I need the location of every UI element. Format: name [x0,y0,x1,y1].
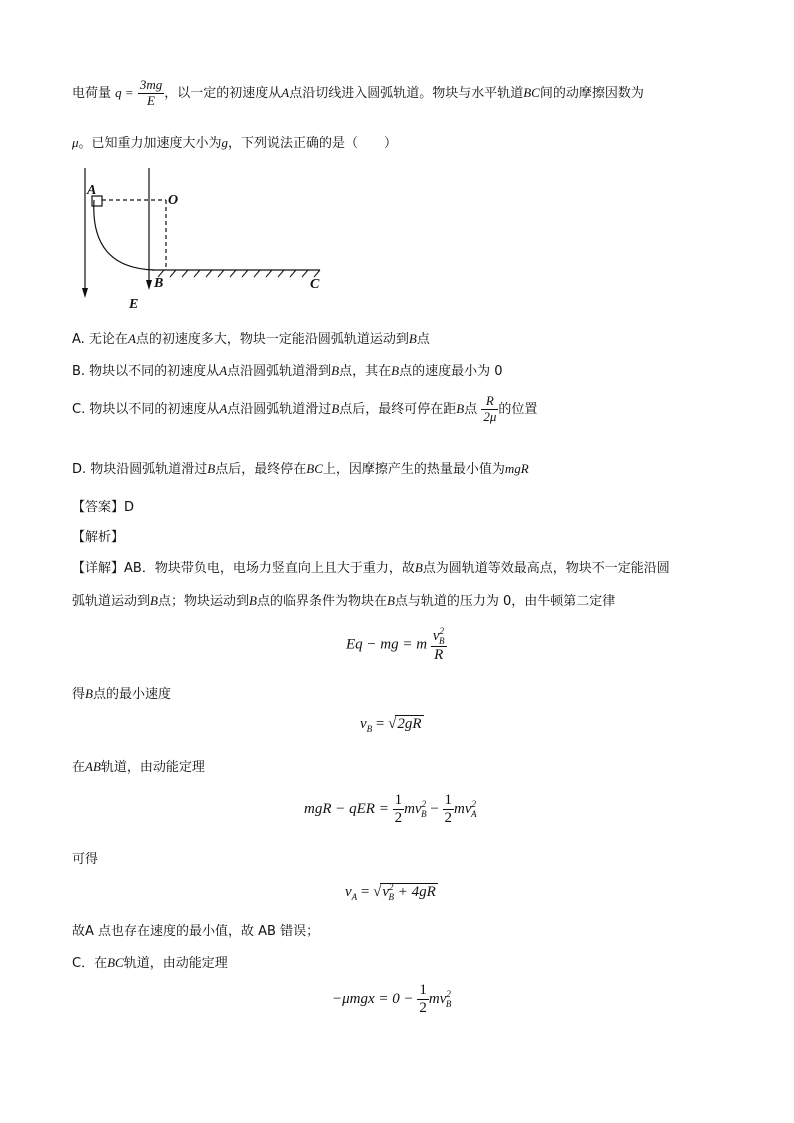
figure-label-B: B [154,276,164,291]
track-hatching [158,270,320,277]
eq-equals: = [357,884,374,900]
point-label: B [248,593,257,608]
figure-label-E: E [129,297,139,310]
eq-minus: − [426,801,443,818]
eq-sup: 2 [446,989,451,1000]
eq-denominator: 2 [444,810,453,827]
option-text: 点后，最终可停在距 [339,401,457,417]
option-text: A. 无论在 [72,332,128,347]
detail-text: 可得 [72,852,99,867]
eq-sub: B [445,999,452,1010]
sqrt-sign: √ [373,884,382,900]
detail-text: C．在 [72,956,108,971]
sqrt-sign: √ [388,716,397,732]
option-text: 点沿圆弧轨道滑过 [227,401,332,417]
option-text: 上，因摩擦产生的热量最小值为 [322,462,505,477]
detail-line-7 [72,952,228,971]
option-c [72,394,537,425]
eq-sub: B [388,892,395,902]
track-figure [72,160,332,310]
segment-label: BC [306,461,323,476]
figure-label-C: C [310,277,320,292]
eq-denominator: 2 [394,810,403,827]
option-text: D. 物块沿圆弧轨道滑过 [72,462,208,477]
detail-text: 故A 点也存在速度的最小值，故 AB 错误； [72,924,320,939]
segment-label: BC [107,955,124,970]
answer-label: 【答案】 [72,500,125,515]
field-arrow-middle [146,280,152,290]
fraction-denominator: 2μ [483,408,497,424]
point-label: B [408,331,417,346]
eq-sup: 2 [471,799,477,810]
eq-sub: B [421,809,427,820]
detail-text: 点的临界条件为物块在 [256,594,387,609]
detail-line-3 [72,683,171,702]
eq-numerator: 1 [417,982,429,1000]
eq-numerator: 1 [443,792,455,810]
eq-radicand: 2gR [397,716,422,732]
detail-text: AB．物块带负电，电场力竖直向上且大于重力，故 [124,561,415,576]
mu-symbol: μ [72,135,79,150]
equation-energy-bc [332,982,451,1018]
eq-radicand [380,883,437,900]
eq-lhs: mgR − qER = [304,801,393,818]
eq-half [417,982,429,1018]
equation-vb [360,716,424,734]
eq-sub: A [351,892,358,902]
equation-va [345,882,438,902]
option-d [72,458,529,477]
point-label: B [150,593,158,608]
option-text: 点，其在 [339,364,392,379]
heat-expression: mgR [504,461,529,476]
detail-line-5 [72,848,98,867]
point-label: B [391,363,400,378]
eq-term: + 4gR [394,884,436,900]
detail-text: 轨道，由动能定理 [123,956,228,971]
stem-text: 。已知重力加速度大小为 [78,136,222,151]
eq-denominator: 2 [419,1000,427,1017]
charge-denominator: E [147,92,155,108]
eq-symbol: v [360,716,367,732]
stem-text: 电荷量 [72,85,112,101]
eq-sub: A [471,809,477,820]
eq-symbol: v [345,884,352,900]
detail-text: 弧轨道运动到 [72,594,151,609]
detail-line-6 [72,920,319,939]
g-symbol: g [221,135,229,150]
eq-numerator [431,626,447,647]
segment-label: BC [523,84,540,100]
stem-text: ，下列说法正确的是（ ） [228,136,398,151]
point-label: B [207,461,216,476]
eq-numerator: 1 [393,792,405,810]
eq-sup: 2 [421,799,427,810]
detail-line-1 [72,557,670,576]
stem-text: 间的动摩擦因数为 [539,85,644,101]
figure-label-O: O [168,193,179,208]
eq-denominator: R [434,647,444,664]
detail-text: 点为圆轨道等效最高点，物块不一定能沿圆 [422,561,670,576]
eq-symbol: v [432,628,440,644]
stem-text: ，以一定的初速度从 [164,85,282,101]
arc-track [94,200,154,270]
eq-lhs: −μmgx = 0 − [332,991,418,1008]
eq-term: mv [428,991,447,1008]
option-text: 点 [416,332,430,347]
charge-numerator: 3mg [139,77,163,92]
charge-lhs: q = [115,84,134,100]
fraction-numerator: R [481,394,498,410]
eq-half [393,792,405,828]
point-label: B [331,400,340,416]
eq-term: mv [404,801,422,818]
distance-fraction [481,394,498,425]
option-text: C. 物块以不同的初速度从 [72,401,220,417]
option-b [72,360,502,379]
point-label: B [386,593,395,608]
detail-text: 轨道，由动能定理 [100,760,205,775]
stem-text: 点沿切线进入圆弧轨道。物块与水平轨道 [289,85,524,101]
eq-lhs: Eq − mg = m [346,636,428,653]
detail-text: 在 [72,760,86,775]
point-label: B [414,560,423,575]
eq-term: mv [454,801,472,818]
question-line-2 [72,132,397,151]
eq-sup: 2 [439,626,444,636]
detail-text: 点的最小速度 [92,687,171,702]
analysis-label: 【解析】 [72,530,125,545]
charge-fraction [138,78,164,109]
detail-line-2 [72,590,615,609]
point-label: B [85,686,93,701]
answer-value: D [124,500,135,515]
option-a [72,328,430,347]
detail-line-4 [72,756,205,775]
answer-line [72,496,134,515]
eq-sup: 2 [389,882,394,892]
eq-sub: B [366,724,373,734]
figure-label-A: A [87,183,97,198]
eq-fraction [431,626,447,665]
option-text: 点 [464,401,478,417]
point-label: A [127,331,136,346]
question-line-1 [72,78,644,109]
detail-text: 点与轨道的压力为 0，由牛顿第二定律 [394,594,616,609]
option-text: B. 物块以不同的初速度从 [72,364,220,379]
detail-text: 点；物块运动到 [157,594,249,609]
option-text: 点的速度最小为 0 [399,364,503,379]
equation-newton [346,626,447,665]
option-text: 点的初速度多大，物块一定能沿圆弧轨道运动到 [135,332,409,347]
detail-label: 【详解】 [72,561,125,576]
detail-text: 得 [72,687,86,702]
point-label: A [281,84,290,100]
eq-equals: = [372,716,389,732]
analysis-line [72,526,124,545]
point-label: A [219,400,228,416]
eq-half [443,792,455,828]
point-label: B [456,400,465,416]
equation-energy-ab [304,792,477,828]
point-label: B [331,363,340,378]
option-text: 的位置 [498,401,538,417]
segment-label: AB [85,759,101,774]
point-label: A [219,363,228,378]
eq-symbol: v [382,884,390,900]
option-text: 点沿圆弧轨道滑到 [227,364,332,379]
field-arrow-left [82,288,88,298]
eq-sub: B [439,636,445,646]
option-text: 点后，最终停在 [215,462,307,477]
